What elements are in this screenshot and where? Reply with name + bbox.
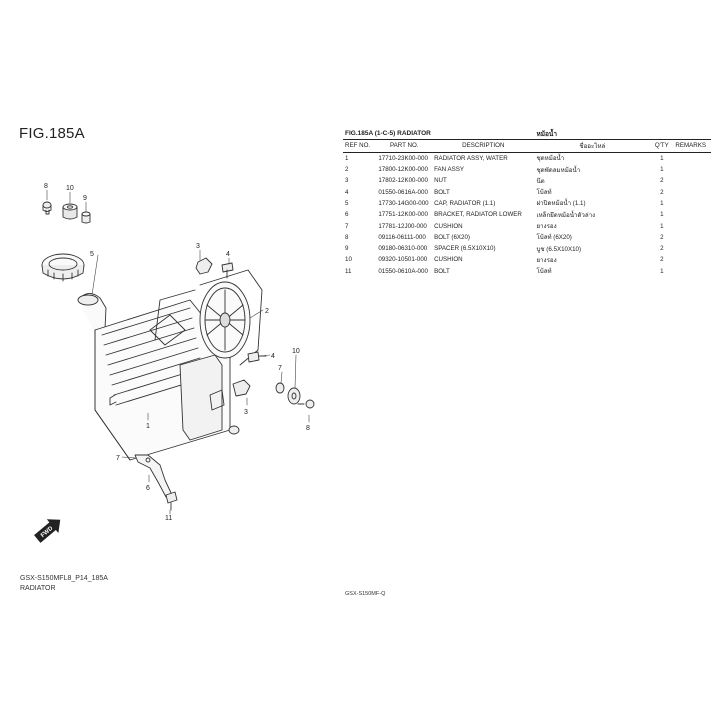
- table-row: [343, 175, 711, 186]
- thai-cell: ยางรอง: [536, 256, 557, 264]
- part-cell: 09116-06111-000: [378, 233, 426, 241]
- remarks-cell: [673, 220, 711, 231]
- thai-cell: ชุดพัดลมหม้อน้ำ: [536, 166, 581, 174]
- bolt-11: [166, 492, 177, 510]
- callout-11: 11: [165, 515, 173, 522]
- thai-cell: เหล็กยึดหม้อน้ำตัวล่าง: [536, 211, 596, 219]
- bolt-4-mid: [248, 352, 266, 362]
- qty-cell: 2: [660, 177, 664, 185]
- fwd-label: FWD: [40, 525, 55, 540]
- desc-cell: CUSHION: [434, 222, 463, 230]
- desc-cell: RADIATOR ASSY, WATER: [434, 154, 508, 162]
- ref-cell: 11: [345, 267, 352, 275]
- table-row: [343, 152, 711, 164]
- cushion-10-right: [288, 388, 300, 404]
- header-qty: Q'TY: [650, 140, 673, 152]
- thai-cell: โบ้ลท์: [536, 268, 552, 276]
- part-cell: 17751-12K00-000: [378, 211, 428, 219]
- radiator-cap-5: [42, 254, 84, 281]
- desc-cell: SPACER (6.5X10X10): [434, 245, 496, 253]
- remarks-cell: [673, 232, 711, 243]
- footer-right-code: GSX-S150MF-Q: [345, 591, 386, 597]
- bolt-8-right: [298, 400, 314, 408]
- table-title: FIG.185A (1-C-5) RADIATOR: [343, 128, 534, 140]
- table-row: [343, 220, 711, 231]
- table-title-thai: หม้อน้ำ: [534, 128, 711, 140]
- remarks-cell: [673, 209, 711, 220]
- parts-list-table: [343, 128, 711, 277]
- callout-7: 7: [278, 365, 282, 372]
- thai-cell: บูช (6.5X10X10): [536, 245, 582, 253]
- ref-cell: 7: [345, 222, 349, 230]
- part-cell: 17781-12J00-000: [378, 222, 427, 230]
- qty-cell: 2: [660, 188, 664, 196]
- table-header-row: [343, 140, 711, 152]
- nut-3-top: [196, 258, 212, 274]
- callout-3-top: 3: [196, 243, 200, 250]
- thai-cell: ชุดหม้อน้ำ: [536, 155, 565, 163]
- part-cell: 09180-06310-000: [378, 245, 428, 253]
- table-row: [343, 209, 711, 220]
- callout-8-right: 8: [306, 425, 310, 432]
- part-cell: 01550-0610A-000: [378, 267, 428, 275]
- cushion-10-top: [63, 204, 77, 219]
- qty-cell: 1: [660, 166, 664, 174]
- qty-cell: 1: [660, 211, 664, 219]
- callout-1: 1: [146, 423, 150, 430]
- ref-cell: 4: [345, 188, 349, 196]
- footer-section-name: RADIATOR: [20, 585, 56, 592]
- remarks-cell: [673, 254, 711, 265]
- bolt-4-top: [222, 263, 233, 278]
- callout-4-mid: 4: [271, 353, 275, 360]
- qty-cell: 1: [660, 154, 664, 162]
- qty-cell: 2: [660, 233, 664, 241]
- thai-cell: ยางรอง: [536, 223, 557, 231]
- desc-cell: BOLT: [434, 188, 450, 196]
- remarks-cell: [673, 164, 711, 175]
- desc-cell: CAP, RADIATOR (1.1): [434, 199, 496, 207]
- callout-8-top: 8: [44, 183, 48, 190]
- figure-title: FIG.185A: [19, 125, 85, 142]
- table-row: [343, 164, 711, 175]
- part-cell: 17802-12K00-000: [378, 177, 428, 185]
- thai-cell: โบ้ลท์: [536, 189, 552, 197]
- table-row: [343, 198, 711, 209]
- remarks-cell: [673, 198, 711, 209]
- bracket-6: [135, 455, 172, 497]
- callout-6: 6: [146, 485, 150, 492]
- header-thai-name: ชื่ออะไหล่: [534, 140, 650, 152]
- ref-cell: 5: [345, 199, 349, 207]
- footer-model-code: GSX-S150MFL8_P14_185A: [20, 575, 108, 582]
- qty-cell: 1: [660, 199, 664, 207]
- nut-3-lower: [233, 380, 250, 396]
- fwd-arrow-icon: [31, 513, 66, 546]
- qty-cell: 2: [660, 245, 664, 253]
- remarks-cell: [673, 243, 711, 254]
- desc-cell: CUSHION: [434, 256, 463, 264]
- part-cell: 09320-10501-000: [378, 256, 428, 264]
- table-row: [343, 186, 711, 197]
- table-row: [343, 232, 711, 243]
- cushion-7: [276, 383, 284, 393]
- ref-cell: 2: [345, 166, 349, 174]
- desc-cell: BOLT (6X20): [434, 233, 470, 241]
- callout-2: 2: [265, 308, 269, 315]
- desc-cell: BOLT: [434, 267, 450, 275]
- qty-cell: 1: [660, 222, 664, 230]
- qty-cell: 2: [660, 256, 664, 264]
- header-ref-no: REF NO.: [343, 140, 376, 152]
- desc-cell: NUT: [434, 177, 447, 185]
- header-part-no: PART NO.: [376, 140, 432, 152]
- thai-cell: โบ้ลท์ (6X20): [536, 234, 572, 242]
- ref-cell: 1: [345, 154, 349, 162]
- table-title-row: [343, 128, 711, 140]
- remarks-cell: [673, 152, 711, 164]
- table-row: [343, 266, 711, 277]
- bolt-8-top: [43, 202, 51, 214]
- callout-10-right: 10: [292, 348, 300, 355]
- table-row: [343, 243, 711, 254]
- thai-cell: ฝาปิดหม้อน้ำ (1.1): [536, 200, 586, 208]
- desc-cell: BRACKET, RADIATOR LOWER: [434, 211, 522, 219]
- spacer-9-top: [82, 212, 90, 223]
- remarks-cell: [673, 186, 711, 197]
- callout-10-top: 10: [66, 185, 74, 192]
- table-row: [343, 254, 711, 265]
- part-cell: 17800-12K00-000: [378, 166, 428, 174]
- radiator-exploded-diagram: [0, 160, 340, 580]
- ref-cell: 6: [345, 211, 349, 219]
- callout-4-top: 4: [226, 251, 230, 258]
- ref-cell: 3: [345, 177, 349, 185]
- desc-cell: FAN ASSY: [434, 166, 465, 174]
- ref-cell: 9: [345, 245, 349, 253]
- callout-3-lower: 3: [244, 409, 248, 416]
- callout-7-lower: 7: [116, 455, 120, 462]
- qty-cell: 1: [660, 267, 664, 275]
- thai-cell: น๊ต: [536, 177, 545, 185]
- remarks-cell: [673, 175, 711, 186]
- callout-5: 5: [90, 251, 94, 258]
- ref-cell: 8: [345, 233, 349, 241]
- header-remarks: REMARKS: [673, 140, 711, 152]
- part-cell: 17710-23K00-000: [378, 154, 428, 162]
- remarks-cell: [673, 266, 711, 277]
- ref-cell: 10: [345, 256, 352, 264]
- part-cell: 01550-0616A-000: [378, 188, 428, 196]
- part-cell: 17730-14G00-000: [378, 199, 429, 207]
- callout-9: 9: [83, 195, 87, 202]
- header-description: DESCRIPTION: [432, 140, 534, 152]
